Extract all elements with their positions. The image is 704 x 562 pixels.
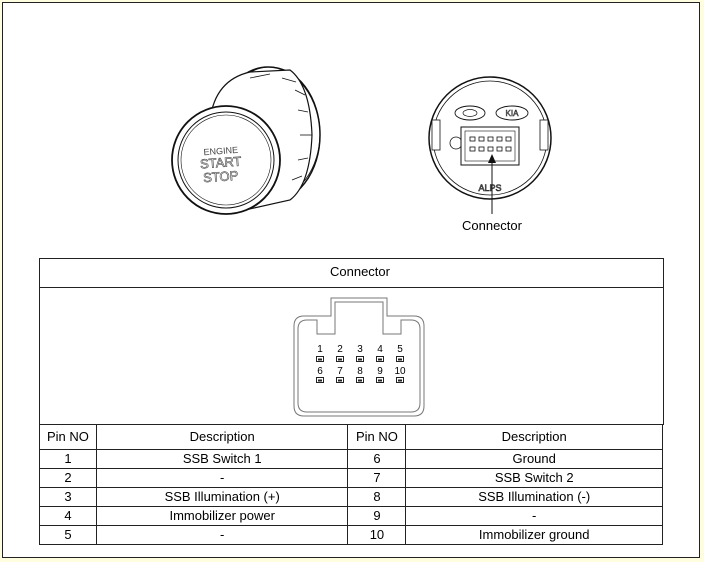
kia-logo: KIA xyxy=(505,109,519,118)
pin-label: 8 xyxy=(357,366,363,377)
connector-title: Connector xyxy=(330,264,390,279)
description-cell: - xyxy=(406,507,663,526)
table-row xyxy=(40,450,663,469)
table-row xyxy=(40,507,663,526)
table-row xyxy=(40,526,663,545)
pin-label: 6 xyxy=(317,366,323,377)
illustration-area xyxy=(0,0,704,250)
connector-panel xyxy=(0,250,704,426)
pin-no-cell: 2 xyxy=(40,469,97,488)
pin-label: 1 xyxy=(317,344,323,355)
description-cell: - xyxy=(96,469,348,488)
pin-no-cell: 9 xyxy=(348,507,406,526)
description-cell: SSB Switch 2 xyxy=(406,469,663,488)
header-description: Description xyxy=(406,425,663,450)
start-label: START xyxy=(199,153,242,172)
pin-no-cell: 10 xyxy=(348,526,406,545)
description-cell: SSB Switch 1 xyxy=(96,450,348,469)
description-cell: Immobilizer power xyxy=(96,507,348,526)
table-row xyxy=(40,488,663,507)
pin-no-cell: 6 xyxy=(348,450,406,469)
pin-no-cell: 3 xyxy=(40,488,97,507)
rear-view-illustration xyxy=(429,77,551,233)
pin-no-cell: 5 xyxy=(40,526,97,545)
start-stop-button-illustration xyxy=(172,67,320,214)
pin-label: 5 xyxy=(397,344,403,355)
engine-label: ENGINE xyxy=(203,144,239,158)
header-pin-no: Pin NO xyxy=(348,425,406,450)
stop-label: STOP xyxy=(202,167,239,186)
pin-label: 7 xyxy=(337,366,343,377)
description-cell: Ground xyxy=(406,450,663,469)
description-cell: SSB Illumination (-) xyxy=(406,488,663,507)
pin-no-cell: 1 xyxy=(40,450,97,469)
table-row xyxy=(40,469,663,488)
pin-table xyxy=(39,424,663,545)
table-header-row xyxy=(40,425,663,450)
pin-label: 9 xyxy=(377,366,383,377)
pin-label: 2 xyxy=(337,344,343,355)
alps-mark: ALPS xyxy=(478,183,502,193)
pin-no-cell: 8 xyxy=(348,488,406,507)
description-cell: Immobilizer ground xyxy=(406,526,663,545)
pin-no-cell: 7 xyxy=(348,469,406,488)
description-cell: - xyxy=(96,526,348,545)
header-pin-no: Pin NO xyxy=(40,425,97,450)
pin-no-cell: 4 xyxy=(40,507,97,526)
connector-callout: Connector xyxy=(462,218,522,233)
pin-label: 4 xyxy=(377,344,383,355)
description-cell: SSB Illumination (+) xyxy=(96,488,348,507)
pin-label: 10 xyxy=(394,366,406,377)
pin-label: 3 xyxy=(357,344,363,355)
header-description: Description xyxy=(96,425,348,450)
